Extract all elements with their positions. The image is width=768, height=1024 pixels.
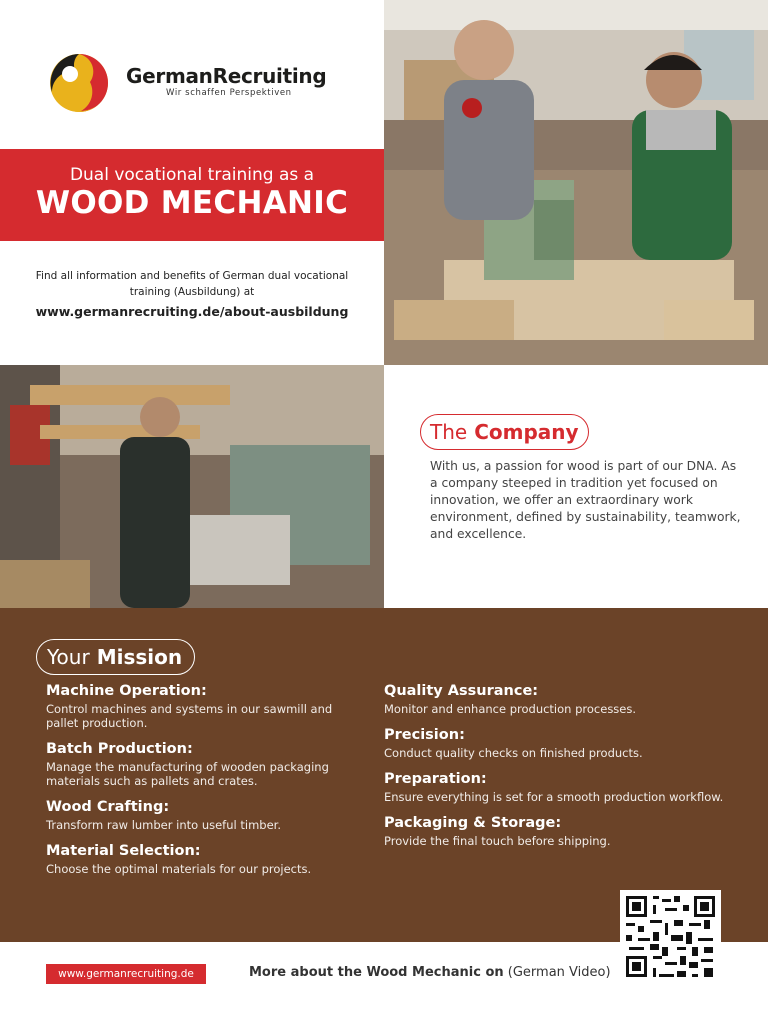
mission-item-desc: Manage the manufacturing of wooden packaging materials such as pallets and crates. <box>46 760 329 788</box>
mission-item-desc: Transform raw lumber into useful timber. <box>46 818 281 832</box>
qr-code[interactable] <box>620 890 721 983</box>
mission-item <box>46 682 364 730</box>
mission-label-bold: Mission <box>96 645 183 669</box>
mission-item-desc: Choose the optimal materials for our projects. <box>46 862 312 876</box>
brand-tagline: Wir schaffen Perspektiven <box>166 88 292 98</box>
workshop-photo-machine-operator <box>0 365 384 608</box>
mission-item <box>46 798 364 832</box>
mission-item-title: Preparation: <box>384 771 487 787</box>
mission-item-desc: Provide the final touch before shipping. <box>384 834 611 848</box>
mission-item-title: Machine Operation: <box>46 683 207 699</box>
mission-item-title: Packaging & Storage: <box>384 815 562 831</box>
mission-item-desc: Monitor and enhance production processes. <box>384 702 637 716</box>
company-label-light: The <box>430 420 468 444</box>
german-flag-swirl-logo-icon <box>48 52 110 114</box>
mission-item <box>384 682 730 716</box>
footer-video-label: More about the Wood Mechanic on <box>249 965 504 980</box>
mission-item-desc: Ensure everything is set for a smooth production workflow. <box>384 790 724 804</box>
machine-photo-illustration <box>0 365 384 608</box>
brand-name: GermanRecruiting <box>126 64 327 88</box>
mission-item-title: Quality Assurance: <box>384 683 539 699</box>
workshop-photo-trainer-apprentice <box>384 0 768 365</box>
info-block <box>20 268 364 319</box>
company-description: With us, a passion for wood is part of our DNA. As a company steeped in tradition yet focused on innovation, we offer an extraordinary work environment, defined by sustainability, teamwork, and excellence. <box>430 459 741 541</box>
mission-label-light: Your <box>47 645 90 669</box>
info-url-link[interactable]: www.germanrecruiting.de/about-ausbildung <box>35 304 349 319</box>
footer-video-language: (German Video) <box>507 965 611 980</box>
mission-column-left <box>46 682 364 886</box>
logo <box>48 52 338 114</box>
mission-item <box>46 842 364 876</box>
mission-heading-pill <box>36 639 195 675</box>
title-band <box>0 149 384 241</box>
headline-subtitle: Dual vocational training as a <box>69 165 315 185</box>
mission-item <box>384 814 730 848</box>
headline-title: WOOD MECHANIC <box>35 185 349 221</box>
mission-item <box>384 770 730 804</box>
qr-code-icon <box>620 890 721 983</box>
mission-item-title: Batch Production: <box>46 741 193 757</box>
mission-item-title: Material Selection: <box>46 843 201 859</box>
mission-item-title: Wood Crafting: <box>46 799 170 815</box>
mission-item <box>384 726 730 760</box>
mission-item-desc: Conduct quality checks on finished products. <box>384 746 643 760</box>
company-label-bold: Company <box>474 420 579 444</box>
company-heading-pill <box>420 414 589 450</box>
workshop-photo-illustration <box>384 0 768 365</box>
info-text: Find all information and benefits of German dual vocational training (Ausbildung) at <box>35 270 349 298</box>
mission-item-title: Precision: <box>384 727 465 743</box>
mission-item-desc: Control machines and systems in our sawmill and pallet production. <box>46 702 333 730</box>
mission-item <box>46 740 364 788</box>
mission-column-right <box>384 682 730 858</box>
footer-website-link[interactable]: www.germanrecruiting.de <box>46 964 206 984</box>
footer-video-note <box>249 965 611 980</box>
